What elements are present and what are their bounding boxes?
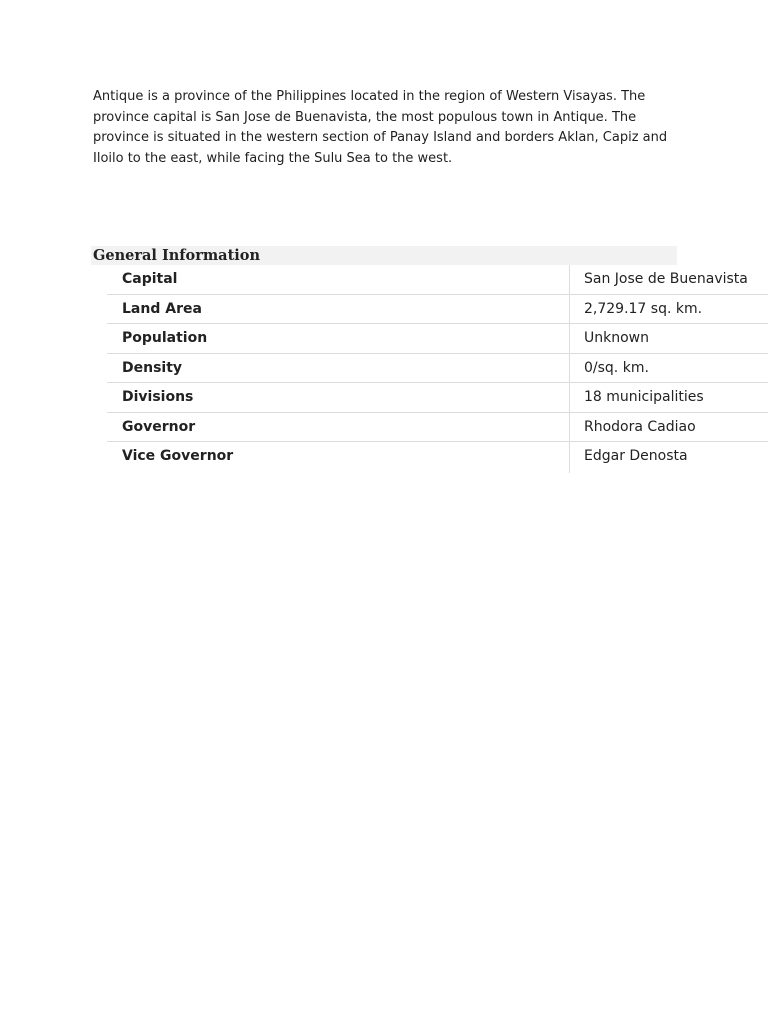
- table-row-capital: [107, 265, 768, 295]
- row-label: Capital: [122, 271, 178, 287]
- row-label: Density: [122, 359, 183, 376]
- table-row-vice-governor: [107, 442, 768, 472]
- column-divider: [569, 354, 570, 384]
- row-label: Vice Governor: [122, 448, 234, 464]
- row-value: Unknown: [584, 330, 649, 346]
- row-label: Divisions: [122, 389, 194, 405]
- column-divider: [569, 295, 570, 325]
- table-row-population: [107, 324, 768, 354]
- row-value: San Jose de Buenavista: [584, 271, 748, 287]
- row-value: Edgar Denosta: [584, 448, 688, 464]
- row-value: 18 municipalities: [584, 389, 704, 405]
- row-label: Governor: [122, 418, 196, 435]
- general-information-header: [91, 246, 677, 265]
- row-value: 0/sq. km.: [584, 359, 649, 376]
- table-row-divisions: [107, 383, 768, 413]
- row-value: Rhodora Cadiao: [584, 418, 696, 435]
- column-divider: [569, 383, 570, 413]
- column-divider: [569, 413, 570, 443]
- table-row-governor: [107, 413, 768, 443]
- row-label: Population: [122, 330, 208, 346]
- column-divider: [569, 324, 570, 354]
- table-row-land-area: [107, 295, 768, 325]
- intro-paragraph: Antique is a province of the Philippines located in the region of Western Visayas. The province capital is San Jose de Buenavista, the most populous town in Antique. The province is situated in the western section of Panay Island and borders Aklan, Capiz and Iloilo to the east, while facing the Sulu Sea to the west.: [93, 89, 668, 166]
- column-divider: [569, 265, 570, 295]
- column-divider: [569, 442, 570, 473]
- section-title: General Information: [93, 247, 260, 264]
- general-information-table: [107, 265, 768, 472]
- row-label: Land Area: [122, 300, 202, 317]
- table-row-density: [107, 354, 768, 384]
- row-value: 2,729.17 sq. km.: [584, 300, 703, 317]
